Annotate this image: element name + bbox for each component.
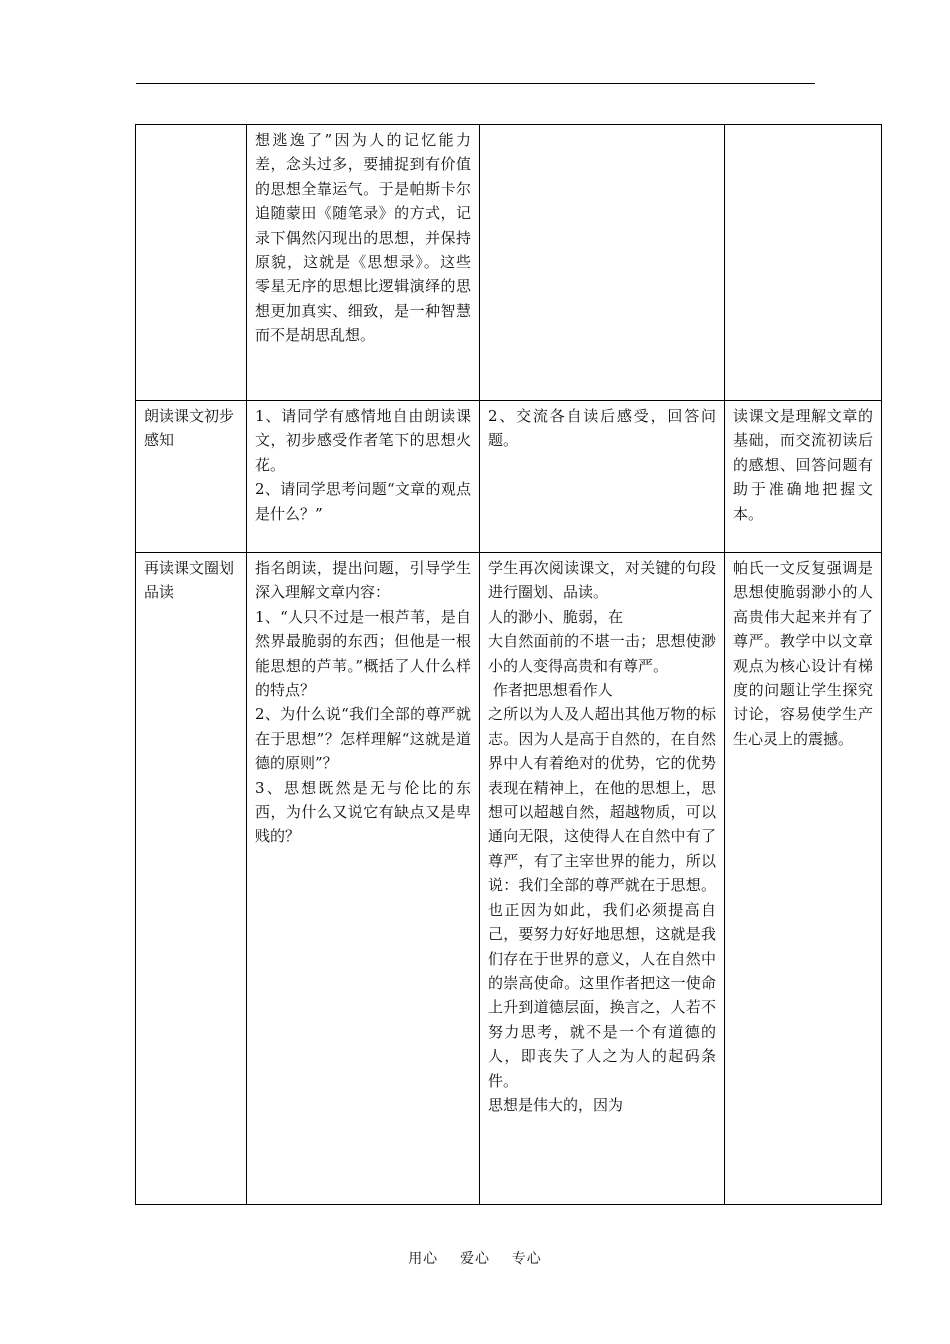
student-activity-cell	[480, 401, 725, 553]
stage-label: 朗读课文初步感知	[144, 407, 235, 450]
table-row	[136, 125, 882, 401]
design-paragraph: 帕氏一文反复强调是思想使脆弱渺小的人高贵伟大起来并有了尊严。教学中以文章观点为核心设计有梯度的问题让学生探究讨论，容易使学生产生心灵上的震撼。	[733, 559, 873, 748]
student-paragraph: 大自然面前的不堪一击；思想使渺小的人变得高贵和有尊严。	[488, 632, 716, 675]
header-rule	[136, 83, 815, 84]
teacher-paragraph: 3、思想既然是无与伦比的东西，为什么又说它有缺点又是卑贱的？	[255, 778, 471, 846]
teacher-paragraph: 2、请同学思考问题“文章的观点是什么？”	[255, 480, 471, 523]
teacher-paragraph: 2、为什么说“我们全部的尊严就在于思想”？怎样理解“这就是道德的原则”？	[255, 705, 471, 773]
student-activity-cell	[480, 125, 725, 401]
design-intent-cell	[725, 125, 882, 401]
table-row	[136, 553, 882, 1205]
student-paragraph: 人的渺小、脆弱，在	[488, 607, 624, 626]
student-paragraph: 思想是伟大的，因为	[488, 1095, 624, 1114]
design-intent-cell	[725, 401, 882, 553]
student-paragraph: 作者把思想看作人	[488, 681, 613, 700]
stage-cell	[136, 125, 247, 401]
teacher-activity-cell	[247, 125, 480, 401]
student-activity-cell	[480, 553, 736, 1205]
lesson-plan-table	[135, 124, 882, 1205]
table-row	[136, 401, 882, 553]
teacher-paragraph: 1、请同学有感情地自由朗读课文，初步感受作者笔下的思想火花。	[255, 407, 471, 474]
stage-cell	[136, 401, 247, 553]
design-paragraph: 读课文是理解文章的基础，而交流初读后的感想、回答问题有助于准确地把握文本。	[733, 407, 873, 523]
student-paragraph: 学生再次阅读课文，对关键的句段进行圈划、品读。	[488, 559, 716, 602]
teacher-paragraph: 指名朗读，提出问题，引导学生深入理解文章内容：	[255, 559, 471, 602]
stage-cell	[136, 553, 247, 1205]
stage-label: 再读课文圈划品读	[144, 559, 235, 602]
design-intent-cell	[725, 553, 882, 1205]
student-paragraph: 之所以为人及人超出其他万物的标志。因为人是高于自然的，在自然界中人有着绝对的优势，它的优势表现在精神上，在他的思想上，思想可以超越自然，超越物质，可以通向无限，这使得人在自然中有了尊严，有了主宰世界的能力，所以说：我们全部的尊严就在于思想。 也正因为如此，我们必须提高自己，要努力好好地思想，这就是我们存在于世界的意义，人在自然中的崇高使命。这里作者把这一使命上升到道德层面，换言之，人若不努力思考，就不是一个有道德的人，即丧失了人之为人的起码条件。	[488, 705, 736, 1090]
teacher-paragraph: 1、“人只不过是一根芦苇，是自然界最脆弱的东西；但他是一根能思想的芦苇。”概括了人什么样的特点？	[255, 607, 471, 700]
teacher-paragraph: 想逃逸了”因为人的记忆能力差，念头过多，要捕捉到有价值的思想全靠运气。于是帕斯卡尔追随蒙田《随笔录》的方式，记录下偶然闪现出的思想，并保持原貌，这就是《思想录》。这些零星无序的思想比逻辑演绎的思想更加真实、细致，是一种智慧而不是胡思乱想。	[255, 131, 471, 345]
student-paragraph: 2、交流各自读后感受，回答问题。	[488, 407, 716, 450]
teacher-activity-cell	[247, 401, 480, 553]
page-footer: 用心 爱心 专心	[408, 1251, 542, 1267]
teacher-activity-cell	[247, 553, 480, 1205]
